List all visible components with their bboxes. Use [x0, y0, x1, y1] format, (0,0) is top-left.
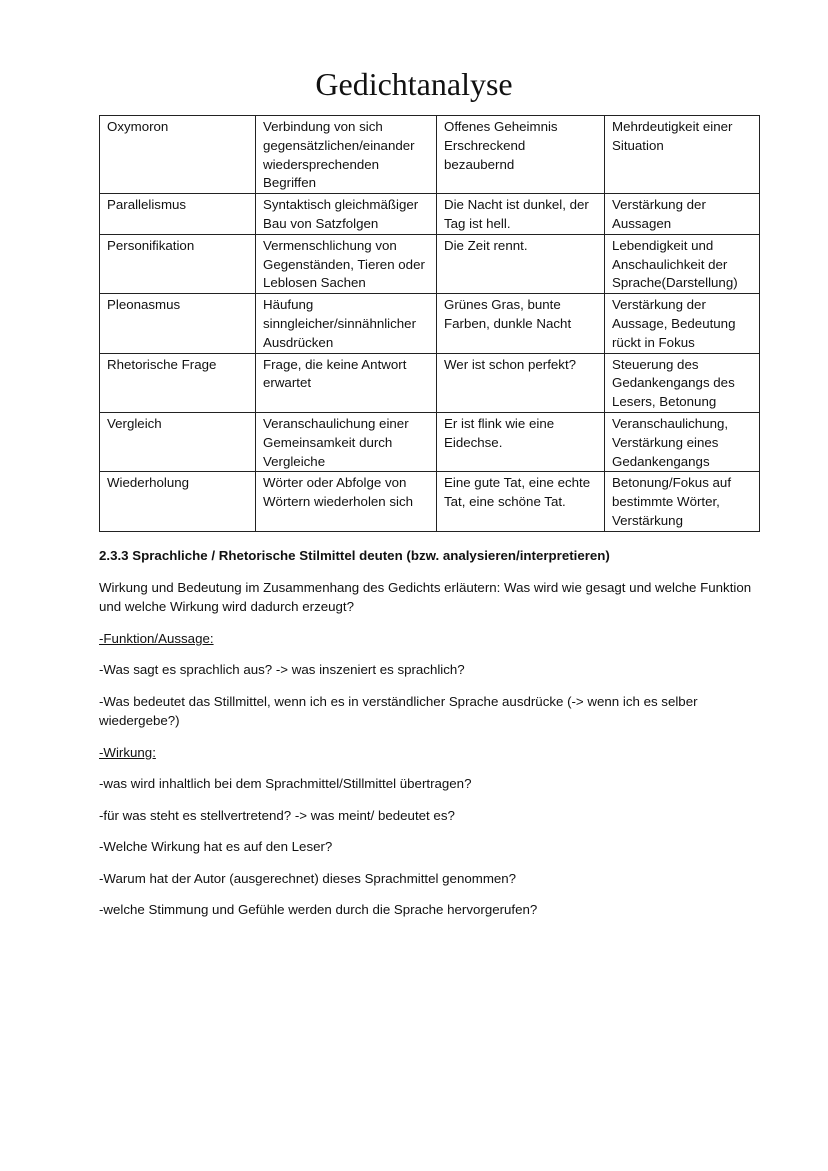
intro-paragraph: Wirkung und Bedeutung im Zusammenhang des Gedichts erläutern: Was wird wie gesagt und welche Funktion und welche Wirkung wird dadurch erzeugt? [99, 580, 752, 614]
table-row [100, 294, 760, 353]
table-row [100, 353, 760, 412]
definition-cell: Verbindung von sich gegensätzlichen/einander wiedersprechenden Begriffen [256, 116, 437, 194]
wirkung-question: -welche Stimmung und Gefühle werden durch die Sprache hervorgerufen? [99, 902, 538, 917]
wirkung-label: -Wirkung: [99, 745, 156, 760]
effect-cell: Lebendigkeit und Anschaulichkeit der Sprache(Darstellung) [605, 234, 760, 293]
stilmittel-table [99, 115, 760, 532]
example-cell: Grünes Gras, bunte Farben, dunkle Nacht [437, 294, 605, 353]
funktion-question: -Was bedeutet das Stillmittel, wenn ich es in verständlicher Sprache ausdrücke (-> wenn ich es selber wiedergebe?) [99, 694, 698, 728]
term-cell: Pleonasmus [100, 294, 256, 353]
example-cell: Er ist flink wie eine Eidechse. [437, 412, 605, 471]
term-cell: Oxymoron [100, 116, 256, 194]
effect-cell: Mehrdeutigkeit einer Situation [605, 116, 760, 194]
definition-cell: Wörter oder Abfolge von Wörtern wiederholen sich [256, 472, 437, 531]
table-row [100, 472, 760, 531]
effect-cell: Verstärkung der Aussagen [605, 194, 760, 235]
section-heading: 2.3.3 Sprachliche / Rhetorische Stilmittel deuten (bzw. analysieren/interpretieren) [99, 548, 610, 563]
table-row [100, 234, 760, 293]
table-row [100, 116, 760, 194]
page-title: Gedichtanalyse [315, 66, 513, 102]
definition-cell: Häufung sinngleicher/sinnähnlicher Ausdrücken [256, 294, 437, 353]
example-cell: Die Nacht ist dunkel, der Tag ist hell. [437, 194, 605, 235]
funktion-label: -Funktion/Aussage: [99, 631, 214, 646]
example-cell: Offenes Geheimnis Erschreckend bezaubernd [437, 116, 605, 194]
term-cell: Wiederholung [100, 472, 256, 531]
definition-cell: Vermenschlichung von Gegenständen, Tieren oder Leblosen Sachen [256, 234, 437, 293]
term-cell: Parallelismus [100, 194, 256, 235]
term-cell: Rhetorische Frage [100, 353, 256, 412]
funktion-question: -Was sagt es sprachlich aus? -> was inszeniert es sprachlich? [99, 662, 465, 677]
table-row [100, 194, 760, 235]
term-cell: Vergleich [100, 412, 256, 471]
table-row [100, 412, 760, 471]
wirkung-question: -was wird inhaltlich bei dem Sprachmittel/Stillmittel übertragen? [99, 776, 472, 791]
effect-cell: Steuerung des Gedankengangs des Lesers, Betonung [605, 353, 760, 412]
effect-cell: Verstärkung der Aussage, Bedeutung rückt in Fokus [605, 294, 760, 353]
wirkung-question: -Welche Wirkung hat es auf den Leser? [99, 839, 333, 854]
example-cell: Wer ist schon perfekt? [437, 353, 605, 412]
definition-cell: Veranschaulichung einer Gemeinsamkeit durch Vergleiche [256, 412, 437, 471]
example-cell: Eine gute Tat, eine echte Tat, eine schöne Tat. [437, 472, 605, 531]
definition-cell: Syntaktisch gleichmäßiger Bau von Satzfolgen [256, 194, 437, 235]
effect-cell: Betonung/Fokus auf bestimmte Wörter, Verstärkung [605, 472, 760, 531]
wirkung-question: -für was steht es stellvertretend? -> was meint/ bedeutet es? [99, 808, 455, 823]
example-cell: Die Zeit rennt. [437, 234, 605, 293]
definition-cell: Frage, die keine Antwort erwartet [256, 353, 437, 412]
term-cell: Personifikation [100, 234, 256, 293]
wirkung-question: -Warum hat der Autor (ausgerechnet) dieses Sprachmittel genommen? [99, 871, 517, 886]
effect-cell: Veranschaulichung, Verstärkung eines Gedankengangs [605, 412, 760, 471]
